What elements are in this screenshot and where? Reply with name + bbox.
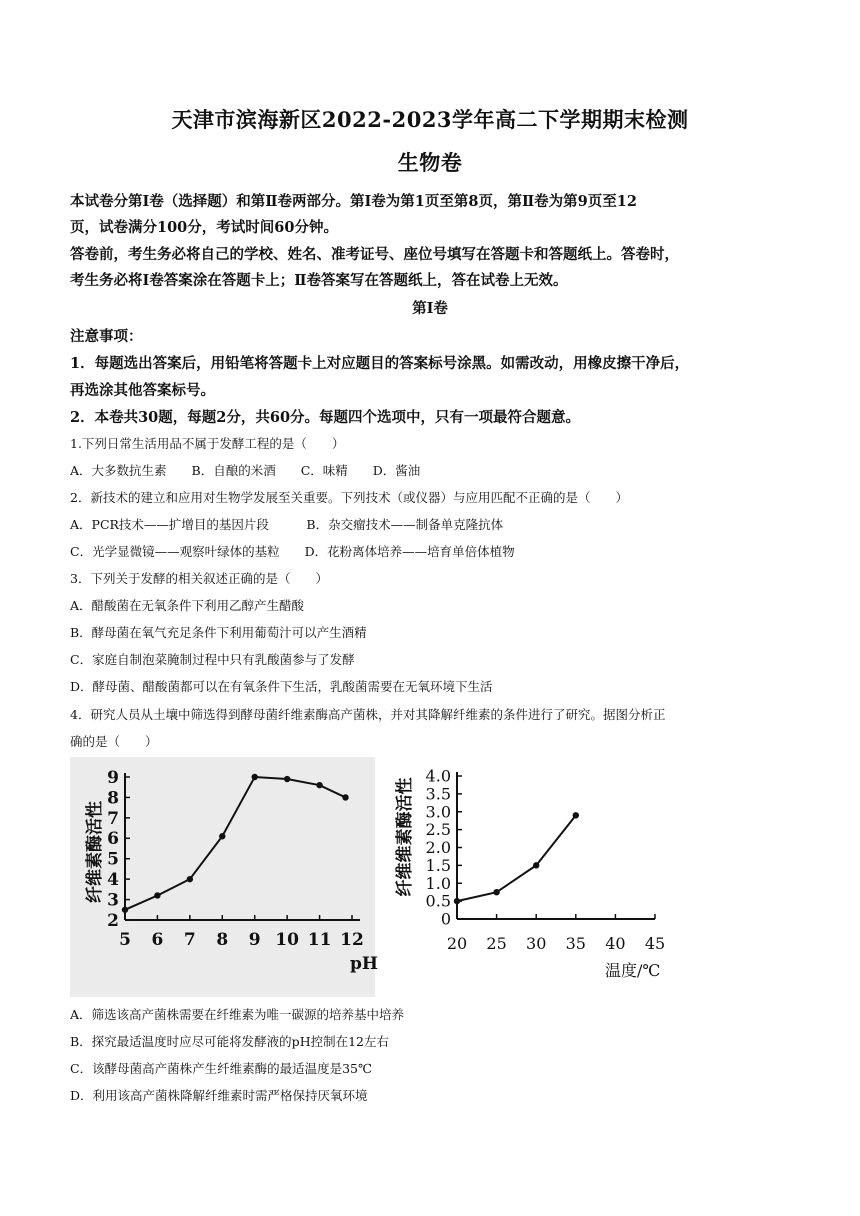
data-point xyxy=(493,889,499,895)
q3-option-d: D．酵母菌、醋酸菌都可以在有氧条件下生活，乳酸菌需要在无氧环境下生活 xyxy=(70,679,493,694)
ph-activity-chart xyxy=(70,757,378,997)
note-item-1: 1．每题选出答案后，用铅笔将答题卡上对应题目的答案标号涂黑。如需改动，用橡皮擦干净后， xyxy=(70,355,690,372)
y-tick-label: 5 xyxy=(107,849,119,870)
y-tick-label: 1.5 xyxy=(425,855,451,875)
y-tick-label: 3.0 xyxy=(425,802,451,822)
intro-line-1: 本试卷分第Ⅰ卷（选择题）和第Ⅱ卷两部分。第Ⅰ卷为第1页至第8页，第Ⅱ卷为第9页至12 xyxy=(70,193,637,210)
x-tick-label: 10 xyxy=(275,930,299,950)
data-point xyxy=(122,907,128,913)
y-tick-label: 7 xyxy=(107,808,119,829)
chart-2-ylabel: 纤维维素酶活性 xyxy=(395,777,415,897)
y-tick-label: 2.0 xyxy=(425,838,451,858)
intro-line-4: 考生务必将Ⅰ卷答案涂在答题卡上；Ⅱ卷答案写在答题纸上，答在试卷上无效。 xyxy=(70,272,568,289)
q3-stem: 3．下列关于发酵的相关叙述正确的是（ ） xyxy=(70,571,328,586)
series-line xyxy=(457,815,576,901)
y-tick-label: 3 xyxy=(107,890,119,911)
x-tick-label: 20 xyxy=(446,934,468,953)
y-tick-label: 0 xyxy=(440,909,451,929)
x-tick-label: 5 xyxy=(119,930,131,950)
q2-options-ab: A．PCR技术——扩增目的基因片段 B．杂交瘤技术——制备单克隆抗体 xyxy=(70,517,504,532)
data-point xyxy=(342,794,348,800)
y-tick-label: 9 xyxy=(107,767,119,788)
notes-heading: 注意事项： xyxy=(70,328,143,345)
x-tick-label: 7 xyxy=(183,930,196,950)
y-tick-label: 0.5 xyxy=(425,891,451,911)
x-tick-label: 8 xyxy=(216,930,229,950)
q4-option-d: D．利用该高产菌株降解纤维素时需严格保持厌氧环境 xyxy=(70,1088,368,1103)
q4-stem-line-1: 4．研究人员从土壤中筛选得到酵母菌纤维素酶高产菌株，并对其降解纤维素的条件进行了研究。据图分析正 xyxy=(70,707,666,722)
note-item-2: 2．本卷共30题，每题2分，共60分。每题四个选项中，只有一项最符合题意。 xyxy=(70,409,581,426)
q2-options-cd: C．光学显微镜——观察叶绿体的基粒 D．花粉离体培养——培育单倍体植物 xyxy=(70,544,515,559)
x-tick-label: 11 xyxy=(307,930,332,950)
chart-1-ylabel: 纤维素酶活性 xyxy=(85,801,105,903)
x-tick-label: 9 xyxy=(248,930,261,950)
x-tick-label: 30 xyxy=(526,934,547,953)
chart-2-xlabel: 温度/℃ xyxy=(605,961,661,980)
data-point xyxy=(154,892,160,898)
data-point xyxy=(454,898,460,904)
y-tick-label: 1.0 xyxy=(425,873,451,893)
y-tick-label: 2 xyxy=(107,910,119,931)
q4-stem-line-2: 确的是（ ） xyxy=(70,734,158,749)
data-point xyxy=(187,876,193,882)
q1-options: A．大多数抗生素 B．自酿的米酒 C．味精 D．酱油 xyxy=(70,463,421,478)
intro-line-3: 答卷前，考生务必将自己的学校、姓名、准考证号、座位号填写在答题卡和答题纸上。答卷时， xyxy=(70,246,679,263)
q1-stem: 1.下列日常生活用品不属于发酵工程的是（ ） xyxy=(70,436,345,451)
q2-stem: 2．新技术的建立和应用对生物学发展至关重要。下列技术（或仪器）与应用匹配不正确的是（ ） xyxy=(70,490,628,505)
y-tick-label: 2.5 xyxy=(425,820,451,840)
data-point xyxy=(573,812,579,818)
exam-title: 天津市滨海新区2022-2023学年高二下学期期末检测 xyxy=(171,107,689,132)
data-point xyxy=(316,782,322,788)
x-tick-label: 40 xyxy=(605,934,626,953)
x-tick-label: 45 xyxy=(644,934,666,953)
q4-option-b: B．探究最适温度时应尽可能将发酵液的pH控制在12左右 xyxy=(70,1034,389,1049)
data-point xyxy=(533,862,539,868)
q3-option-b: B．酵母菌在氧气充足条件下利用葡萄汁可以产生酒精 xyxy=(70,625,367,640)
q4-option-a: A．筛选该高产菌株需要在纤维素为唯一碳源的培养基中培养 xyxy=(70,1007,405,1022)
x-tick-label: 35 xyxy=(565,934,586,953)
y-tick-label: 3.5 xyxy=(425,784,451,804)
y-tick-label: 4 xyxy=(107,870,119,891)
exam-subtitle: 生物卷 xyxy=(397,150,463,175)
data-point xyxy=(219,833,225,839)
x-tick-label: 25 xyxy=(486,934,507,953)
data-point xyxy=(284,776,290,782)
y-tick-label: 8 xyxy=(107,788,119,809)
q3-option-a: A．醋酸菌在无氧条件下利用乙醇产生醋酸 xyxy=(70,598,305,613)
intro-line-2: 页，试卷满分100分，考试时间60分钟。 xyxy=(70,219,338,236)
temperature-activity-chart xyxy=(385,762,695,984)
chart-1-xlabel: pH xyxy=(350,954,378,974)
data-point xyxy=(252,774,258,780)
y-tick-label: 4.0 xyxy=(425,766,451,786)
y-tick-label: 6 xyxy=(107,829,119,850)
note-item-1-cont: 再选涂其他答案标号。 xyxy=(70,382,215,399)
x-tick-label: 6 xyxy=(151,930,164,950)
section-title: 第Ⅰ卷 xyxy=(412,300,448,317)
q4-option-c: C．该酵母菌高产菌株产生纤维素酶的最适温度是35℃ xyxy=(70,1061,372,1076)
x-tick-label: 12 xyxy=(340,930,364,950)
q3-option-c: C．家庭自制泡菜腌制过程中只有乳酸菌参与了发酵 xyxy=(70,652,355,667)
